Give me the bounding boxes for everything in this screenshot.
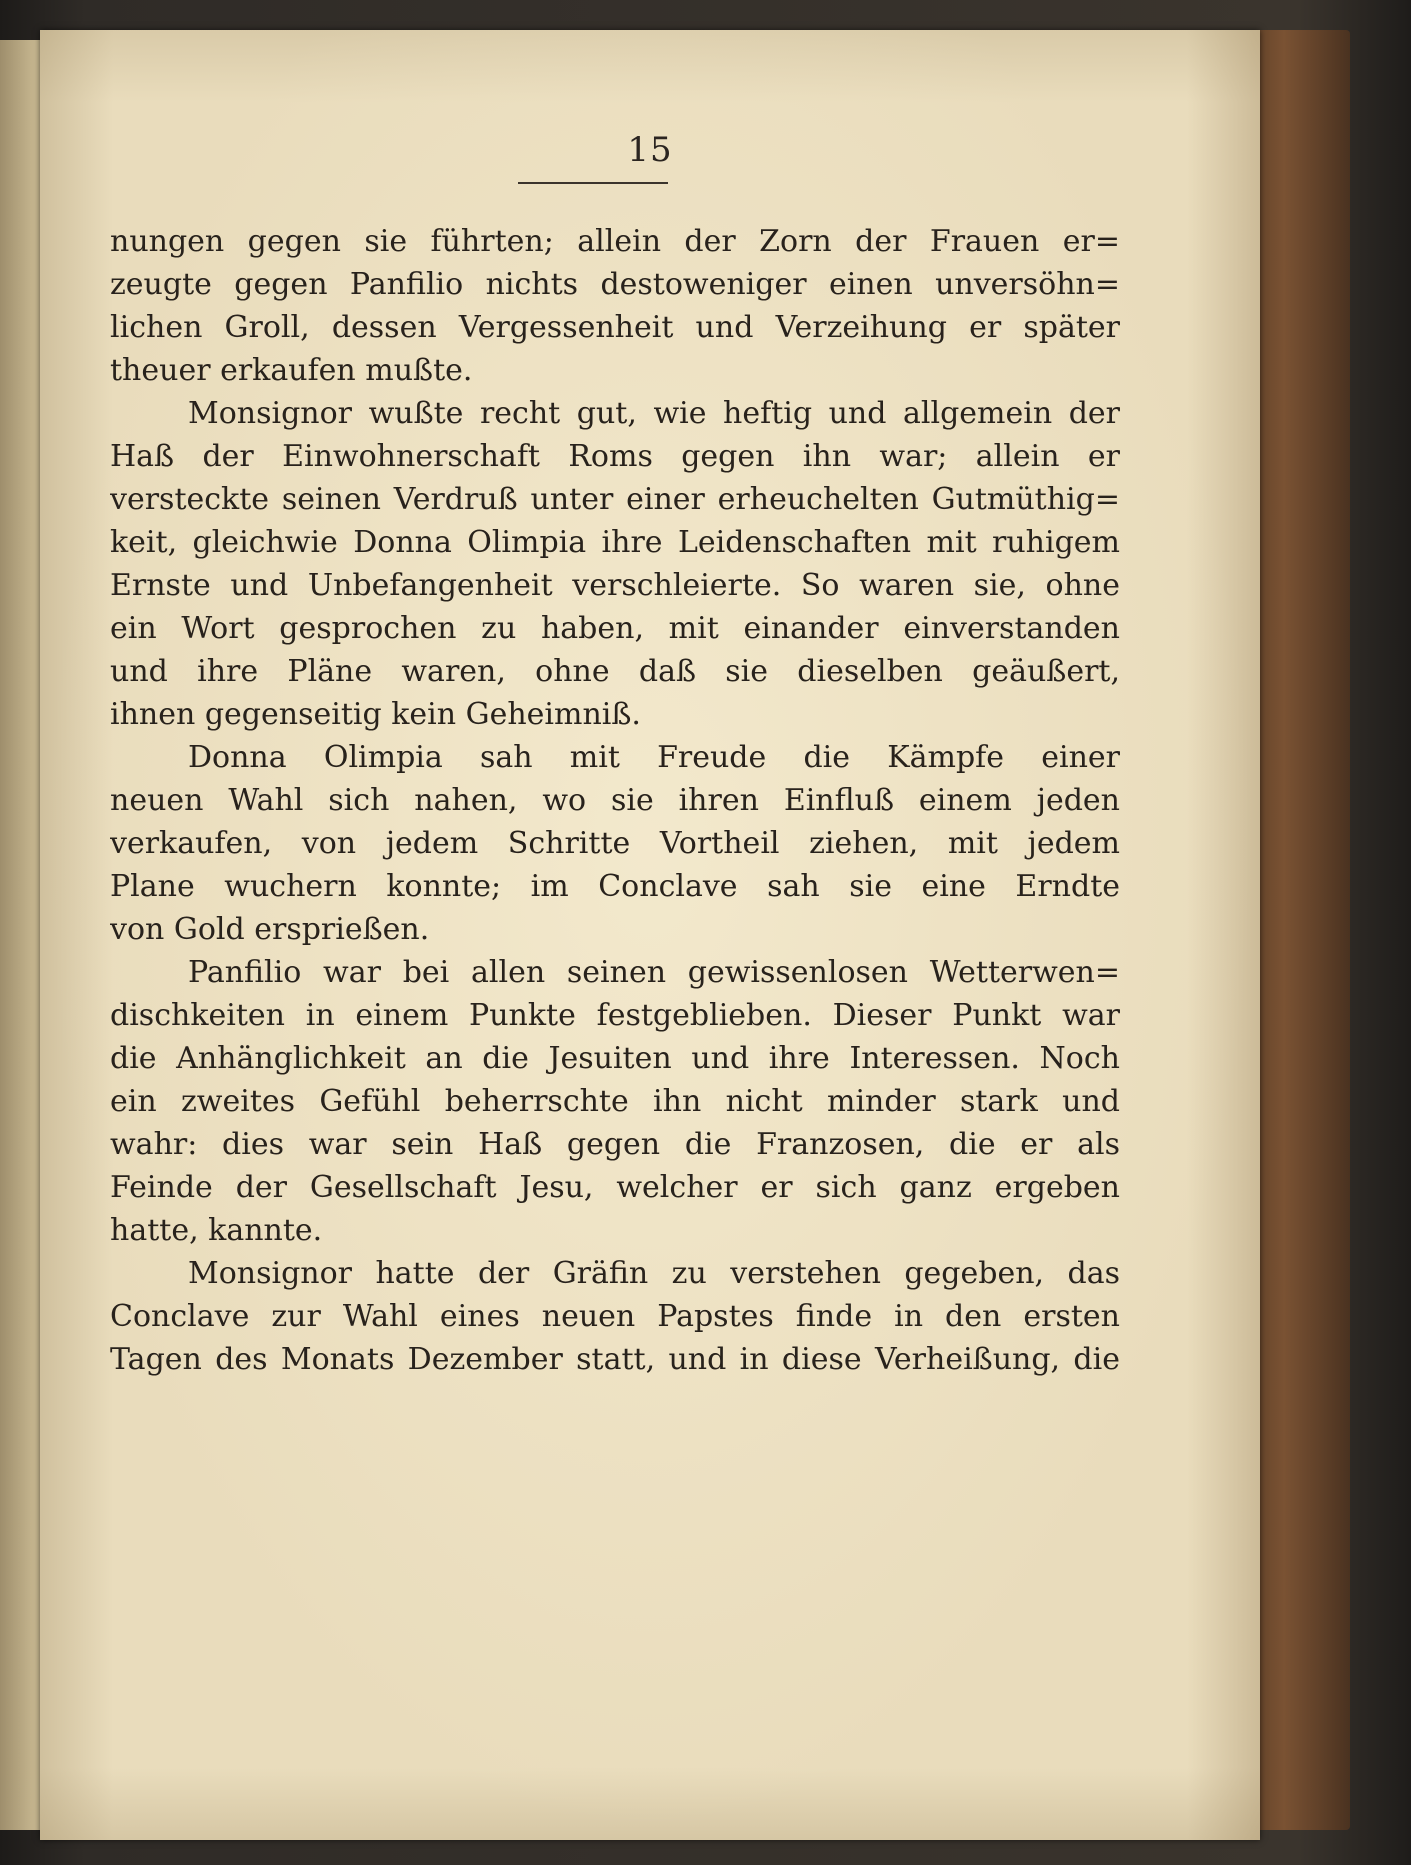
text-line: Tagen des Monats Dezember statt, und in diese Verheißung, die <box>110 1342 1120 1377</box>
text-line: dischkeiten in einem Punkte festgeblieben. Dieser Punkt war <box>110 998 1120 1033</box>
paragraph-2 <box>110 392 1120 736</box>
text-line: keit, gleichwie Donna Olimpia ihre Leidenschaften mit ruhigem <box>110 525 1120 560</box>
paragraph-3 <box>110 736 1120 951</box>
text-line: zeugte gegen Panfilio nichts destoweniger einen unversöhn= <box>110 267 1120 302</box>
paragraph-4 <box>110 951 1120 1252</box>
text-line: ein Wort gesprochen zu haben, mit einander einverstanden <box>110 611 1120 646</box>
text-line: lichen Groll, dessen Vergessenheit und Verzeihung er später <box>110 310 1120 345</box>
text-line: neuen Wahl sich nahen, wo sie ihren Einfluß einem jeden <box>110 783 1120 818</box>
text-line: Monsignor wußte recht gut, wie heftig und allgemein der <box>188 396 1120 431</box>
book-page <box>40 30 1260 1840</box>
text-line: und ihre Pläne waren, ohne daß sie dieselben geäußert, <box>110 654 1120 689</box>
text-line: nungen gegen sie führten; allein der Zorn der Frauen er= <box>110 224 1120 259</box>
text-line: die Anhänglichkeit an die Jesuiten und ihre Interessen. Noch <box>110 1041 1120 1076</box>
text-line: von Gold ersprießen. <box>110 912 430 947</box>
body-text <box>110 220 1120 1381</box>
text-line: Panfilio war bei allen seinen gewissenlosen Wetterwen= <box>188 955 1120 990</box>
text-line: Haß der Einwohnerschaft Roms gegen ihn war; allein er <box>110 439 1120 474</box>
text-line: Conclave zur Wahl eines neuen Papstes finde in den ersten <box>110 1299 1120 1334</box>
page-number: 15 <box>627 130 673 170</box>
text-line: Feinde der Gesellschaft Jesu, welcher er sich ganz ergeben <box>110 1170 1120 1205</box>
text-line: wahr: dies war sein Haß gegen die Franzosen, die er als <box>110 1127 1120 1162</box>
text-line: Monsignor hatte der Gräfin zu verstehen gegeben, das <box>188 1256 1120 1291</box>
text-line: Donna Olimpia sah mit Freude die Kämpfe einer <box>188 740 1120 775</box>
text-line: ihnen gegenseitig kein Geheimniß. <box>110 697 641 732</box>
text-line: versteckte seinen Verdruß unter einer erheuchelten Gutmüthig= <box>110 482 1120 517</box>
text-line: Ernste und Unbefangenheit verschleierte. So waren sie, ohne <box>110 568 1120 603</box>
text-line: theuer erkaufen mußte. <box>110 353 473 388</box>
text-line: ein zweites Gefühl beherrschte ihn nicht minder stark und <box>110 1084 1120 1119</box>
text-line: hatte, kannte. <box>110 1213 323 1248</box>
header-rule <box>518 182 668 184</box>
text-line: verkaufen, von jedem Schritte Vortheil ziehen, mit jedem <box>110 826 1120 861</box>
text-line: Plane wuchern konnte; im Conclave sah sie eine Erndte <box>110 869 1120 904</box>
paragraph-5 <box>110 1252 1120 1381</box>
paragraph-1 <box>110 220 1120 392</box>
